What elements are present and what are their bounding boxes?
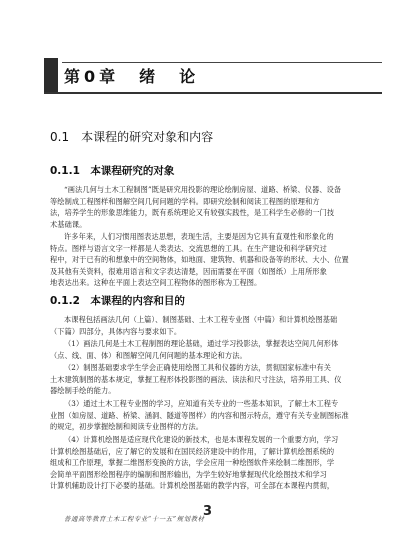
chapter-title: 第0章 绪 论 bbox=[64, 67, 200, 86]
subsection-title-content: 0.1.2 本课程的内容和目的 bbox=[50, 295, 185, 307]
text-line: 及其他有关资料，很难用语言和文字表达清楚，因而需要在平面（如图纸）上用所形象 bbox=[50, 266, 327, 276]
section-title: 0.1 本课程的研究对象和内容 bbox=[50, 130, 214, 144]
text-line: 法，培养学生的形象思维能力，既有系统理论又有较强实践性，是工科学生必修的一门技 bbox=[50, 208, 335, 218]
paragraph-overview bbox=[50, 314, 372, 337]
paragraph-item-2 bbox=[50, 362, 372, 397]
text-line: （点、线、面、体）和图解空间几何问题的基本理论和方法。 bbox=[50, 350, 247, 360]
paragraph-definition bbox=[50, 184, 372, 230]
text-line: （下篇）四部分，具体内容与要求如下。 bbox=[50, 326, 182, 336]
footer-series-name: 普通高等教育土木工程专业“十一五”规划教材 bbox=[64, 515, 205, 523]
text-line: 术基础课。 bbox=[50, 219, 87, 229]
paragraph-item-1 bbox=[50, 338, 372, 361]
page-number: 3 bbox=[203, 504, 213, 519]
chapter-rule-top bbox=[62, 62, 382, 63]
paragraph-item-4 bbox=[50, 434, 372, 492]
text-line: 土木建筑制图的基本规定，掌握工程形体投影图的画法、读法和尺寸注法，培养用工具、仪 bbox=[50, 374, 342, 384]
text-line: 组成和工作原理，掌握二维图形变换的方法，学会应用一种绘图软件来绘制二维图形，学 bbox=[50, 458, 335, 468]
text-line: 会简单平面图形绘图程序的编制和图形输出，为学生较好地掌握现代化绘图技术和学习 bbox=[50, 469, 327, 479]
text-line: （4）计算机绘图是适应现代化建设的新技术，也是本课程发展的一个重要方向，学习 bbox=[64, 435, 339, 444]
text-line: 本课程包括画法几何（上篇）、制图基础、土木工程专业图（中篇）和计算机绘图基础 bbox=[64, 315, 338, 324]
chapter-rule-bottom bbox=[44, 92, 382, 94]
text-line: 许多年来，人们习惯用图表达思想，表现生活，主要是因为它具有直观性和形象化的 bbox=[64, 232, 334, 241]
text-line: 等绘制成工程图样和图解空间几何问题的学科。即研究绘制和阅读工程图的原理和方 bbox=[50, 196, 320, 206]
paragraph-drawings bbox=[50, 231, 372, 289]
text-line: 的规定，初步掌握绘制和阅读专业图样的方法。 bbox=[50, 422, 204, 432]
paragraph-item-3 bbox=[50, 398, 372, 433]
text-line: （1）画法几何是土木工程制图的理论基础，通过学习投影法，掌握表达空间几何形体 bbox=[64, 339, 339, 348]
text-line: 计算机辅助设计打下必要的基础。计算机绘图基础的教学内容，可全部在本课程内贯彻， bbox=[50, 481, 335, 491]
text-line: 地表达出来。这种在平面上表达空间工程物体的图形称为工程图。 bbox=[50, 278, 262, 288]
text-line: 业图（如房屋、道路、桥梁、涵洞、隧道等图样）的内容和图示特点，遵守有关专业制图标准 bbox=[50, 410, 349, 420]
text-line: 计算机绘图基础后，应了解它的发展和在国民经济建设中的作用，了解计算机绘图系统的 bbox=[50, 446, 335, 456]
text-line: 特点。图样与语言文字一样都是人类表达、交流思想的工具。在生产建设和科学研究过 bbox=[50, 243, 327, 253]
text-line: “画法几何与土木工程制图”既是研究用投影的理论绘制房屋、道路、桥梁、仪器、设备 bbox=[64, 185, 342, 194]
subsection-title-objects: 0.1.1 本课程研究的对象 bbox=[50, 165, 175, 177]
text-line: 器绘制手绘的能力。 bbox=[50, 386, 116, 396]
text-line: 程中，对于已有的和想象中的空间物体，如地面、建筑物、机器和设备等的形状、大小、位置 bbox=[50, 255, 349, 265]
chapter-marker-bar bbox=[44, 58, 58, 92]
text-line: （3）通过土木工程专业图的学习，应知道有关专业的一些基本知识，了解土木工程专 bbox=[64, 399, 339, 408]
text-line: （2）制图基础要求学生学会正确使用绘图工具和仪器的方法，贯彻国家标准中有关 bbox=[64, 363, 332, 372]
